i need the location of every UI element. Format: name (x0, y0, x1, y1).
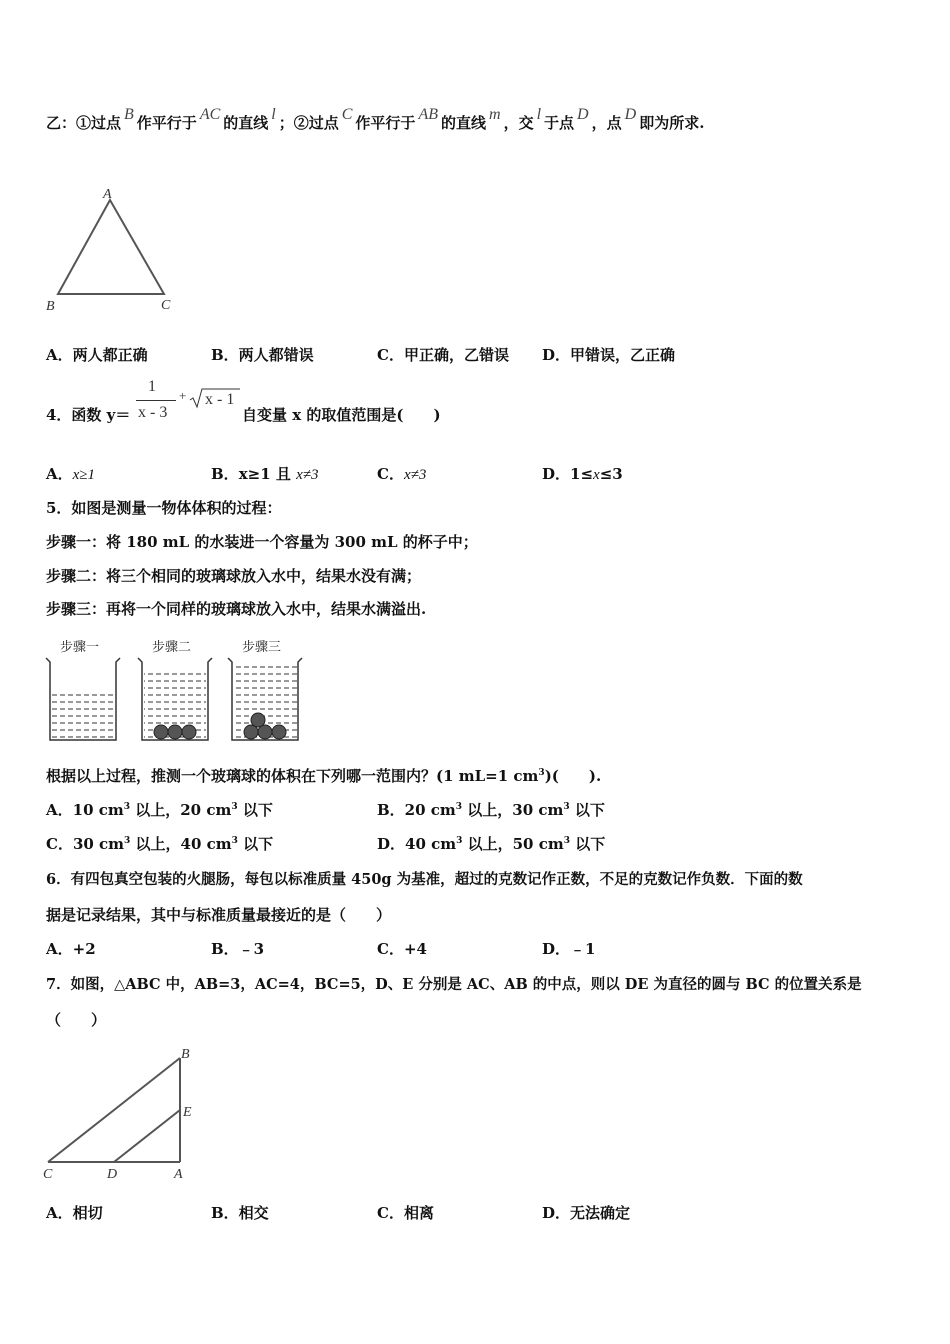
line-l-symbol: l (536, 106, 542, 123)
intro-line (46, 106, 705, 133)
segment-cb (48, 1058, 180, 1162)
point-c-symbol: C (341, 106, 353, 123)
label-e: E (183, 1105, 192, 1120)
q3-option-a[interactable]: A．两人都正确 (46, 346, 148, 364)
intro-text: ，交 (503, 114, 534, 132)
beaker-2 (138, 658, 212, 740)
q6-line2: 据是记录结果，其中与标准质量最接近的是（ ） (46, 906, 392, 924)
superscript: 3 (455, 802, 463, 812)
line-l-symbol: l (271, 106, 276, 123)
q6-option-a[interactable]: A．+2 (46, 940, 96, 958)
option-text: 以下 (237, 801, 273, 819)
superscript: 3 (124, 836, 131, 846)
label-b: B (181, 1047, 190, 1062)
option-text: x≠3 (296, 467, 319, 483)
option-label: C． (377, 465, 404, 483)
superscript: 3 (563, 802, 570, 812)
beaker-label-3: 步骤三 (242, 640, 282, 655)
option-text: 1≤ (570, 465, 594, 483)
option-label: B． (211, 465, 239, 483)
intro-text: 作平行于 (355, 114, 416, 132)
point-d-symbol: D (624, 106, 637, 123)
option-label: D． (542, 465, 571, 483)
q5-step1: 步骤一：将 180 mL 的水装进一个容量为 300 mL 的杯子中； (46, 533, 478, 551)
q5-title: 5．如图是测量一物体体积的过程： (46, 499, 282, 517)
option-text: 以上，40 cm (130, 835, 232, 853)
intro-text: ；②过点 (278, 114, 339, 132)
label-a: A (174, 1167, 183, 1182)
question-text: )( ). (544, 767, 602, 785)
intro-text: ，点 (591, 114, 622, 132)
point-b-symbol: B (124, 106, 134, 123)
q5-step2: 步骤二：将三个相同的玻璃球放入水中，结果水没有满； (46, 567, 422, 585)
q3-option-b[interactable]: B．两人都错误 (211, 346, 314, 364)
q5-question (46, 765, 601, 786)
q4-option-d[interactable] (542, 463, 623, 484)
triangle-abc (58, 200, 164, 294)
q3-option-c[interactable]: C．甲正确，乙错误 (377, 346, 509, 364)
q5-step3: 步骤三：再将一个同样的玻璃球放入水中，结果水满溢出. (46, 600, 427, 618)
q5-option-d[interactable] (377, 833, 605, 854)
q6-option-c[interactable]: C．+4 (377, 940, 427, 958)
option-text: 以上，30 cm (462, 801, 564, 819)
q5-option-c[interactable] (46, 833, 273, 854)
q4-suffix: 自变量 x 的取值范围是( ) (242, 406, 441, 424)
option-text: B．20 cm (377, 801, 456, 819)
q3-option-d[interactable]: D．甲错误，乙正确 (542, 346, 676, 364)
q7-line2: （ ） (46, 1011, 107, 1029)
superscript: 3 (538, 768, 545, 778)
option-label: A． (46, 465, 73, 483)
option-text: x≥1 且 (238, 465, 297, 483)
q7-option-d[interactable]: D．无法确定 (542, 1204, 631, 1222)
triangle-figure (40, 182, 190, 317)
superscript: 3 (563, 836, 570, 846)
right-triangle-figure (40, 1040, 210, 1185)
option-text: x (593, 467, 600, 483)
q6-option-d[interactable]: D．﹣1 (542, 940, 596, 958)
line-m-symbol: m (489, 106, 501, 123)
q4-sqrt-arg: x - 1 (205, 391, 235, 408)
option-text: x≥1 (72, 467, 96, 483)
label-c: C (43, 1167, 53, 1182)
label-b: B (46, 299, 55, 314)
segment-ac-symbol: AC (199, 106, 221, 123)
q4-option-b[interactable] (211, 463, 318, 484)
q7-option-b[interactable]: B．相交 (211, 1204, 269, 1222)
q4-frac-den: x - 3 (138, 404, 168, 421)
label-c: C (161, 298, 171, 313)
option-text: 以上，20 cm (130, 801, 232, 819)
option-text: 以下 (237, 835, 274, 853)
superscript: 3 (456, 836, 463, 846)
label-d: D (107, 1167, 118, 1182)
q5-option-b[interactable] (377, 799, 605, 820)
beaker-1 (46, 658, 120, 740)
q4-prefix: 4．函数 y＝ (46, 406, 131, 424)
option-text: 以下 (569, 835, 606, 853)
q6-line1: 6．有四包真空包装的火腿肠，每包以标准质量 450g 为基准，超过的克数记作正数，不足的克数记作负数．下面的数 (46, 871, 803, 888)
intro-text: 乙：①过点 (46, 114, 122, 132)
question-text: 根据以上过程，推测一个玻璃球的体积在下列哪一范围内？(1 mL=1 cm (46, 767, 539, 785)
intro-text: 即为所求. (639, 114, 705, 132)
q7-line1: 7．如图，△ABC 中，AB=3，AC=4，BC=5，D、E 分别是 AC、AB 的中点，则以 DE 为直径的圆与 BC 的位置关系是 (46, 976, 862, 993)
option-text: D．40 cm (377, 835, 457, 853)
option-text: 以下 (569, 801, 605, 819)
option-text: 以上，50 cm (462, 835, 564, 853)
option-text: ≤3 (599, 465, 623, 483)
point-d-symbol: D (577, 106, 589, 123)
q4-frac-num: 1 (148, 378, 156, 395)
q7-option-c[interactable]: C．相离 (377, 1204, 434, 1222)
beaker-figure (44, 636, 314, 748)
beaker-label-1: 步骤一 (60, 640, 100, 655)
q7-option-a[interactable]: A．相切 (46, 1204, 103, 1222)
option-text: C．30 cm (46, 835, 125, 853)
beaker-label-2: 步骤二 (152, 640, 192, 655)
q4-plus: + (179, 388, 187, 403)
superscript: 3 (231, 836, 238, 846)
option-text: A．10 cm (46, 801, 124, 819)
label-a: A (103, 187, 112, 202)
segment-ab-symbol: AB (418, 106, 438, 123)
q6-option-b[interactable]: B．﹣3 (211, 940, 265, 958)
intro-text: 的直线 (223, 114, 269, 132)
superscript: 3 (231, 802, 238, 812)
intro-text: 的直线 (440, 114, 486, 132)
option-text: x≠3 (403, 467, 427, 483)
q5-option-a[interactable] (46, 799, 273, 820)
q4-option-a[interactable] (46, 463, 95, 484)
q4-fraction-bar (136, 400, 176, 401)
q4-option-c[interactable] (377, 463, 426, 484)
segment-de (114, 1110, 180, 1162)
intro-text: 作平行于 (136, 114, 197, 132)
superscript: 3 (123, 802, 131, 812)
intro-text: 于点 (544, 114, 575, 132)
beaker-3 (228, 658, 302, 740)
